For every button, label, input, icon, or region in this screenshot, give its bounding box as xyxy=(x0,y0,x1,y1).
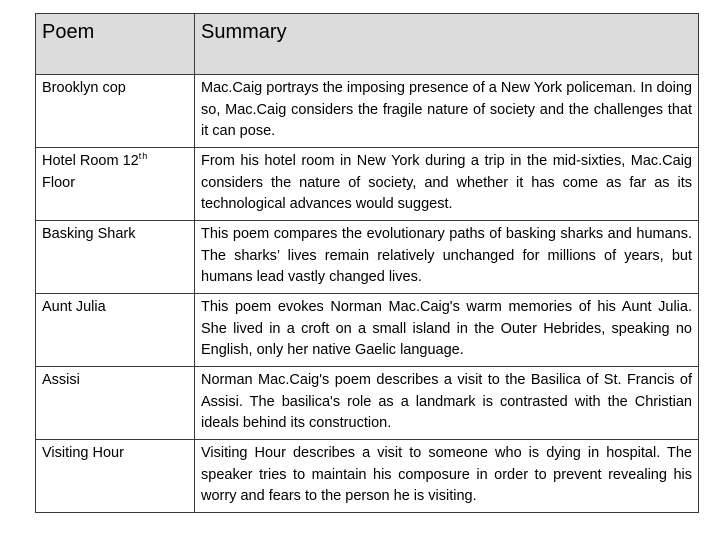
poem-summary-table xyxy=(35,13,699,513)
table-row xyxy=(36,440,699,513)
table-row xyxy=(36,148,699,221)
table-header-row xyxy=(36,14,699,75)
poem-title: Hotel Room 12 xyxy=(42,153,139,169)
poem-cell: Assisi xyxy=(36,367,195,440)
poem-cell: Aunt Julia xyxy=(36,294,195,367)
summary-cell: Mac.Caig portrays the imposing presence of a New York policeman. In doing so, Mac.Caig considers the fragile nature of society and the challenges that it can pose. xyxy=(195,75,699,148)
table-row xyxy=(36,75,699,148)
header-summary: Summary xyxy=(195,14,699,75)
poem-title-tail: Floor xyxy=(42,174,76,191)
poem-superscript: th xyxy=(138,151,149,162)
table-row xyxy=(36,221,699,294)
summary-cell: Norman Mac.Caig's poem describes a visit to the Basilica of St. Francis of Assisi. The basilica's role as a landmark is contrasted with the Christian ideals behind its construction. xyxy=(195,367,699,440)
table-row xyxy=(36,367,699,440)
summary-cell: From his hotel room in New York during a trip in the mid-sixties, Mac.Caig considers the nature of society, and whether it has come as far as its technological advances would suggest. xyxy=(195,148,699,221)
header-poem: Poem xyxy=(36,14,195,75)
poem-cell: Visiting Hour xyxy=(36,440,195,513)
poem-cell xyxy=(36,148,195,221)
summary-cell: Visiting Hour describes a visit to someone who is dying in hospital. The speaker tries to maintain his composure in order to prevent revealing his worry and fears to the person he is visiting. xyxy=(195,440,699,513)
poem-cell: Brooklyn cop xyxy=(36,75,195,148)
summary-cell: This poem evokes Norman Mac.Caig's warm memories of his Aunt Julia. She lived in a croft on a small island in the Outer Hebrides, speaking no English, only her native Gaelic language. xyxy=(195,294,699,367)
table-row xyxy=(36,294,699,367)
summary-cell: This poem compares the evolutionary paths of basking sharks and humans. The sharks’ lives remain relatively unchanged for millions of years, but humans lead vastly changed lives. xyxy=(195,221,699,294)
poem-cell: Basking Shark xyxy=(36,221,195,294)
